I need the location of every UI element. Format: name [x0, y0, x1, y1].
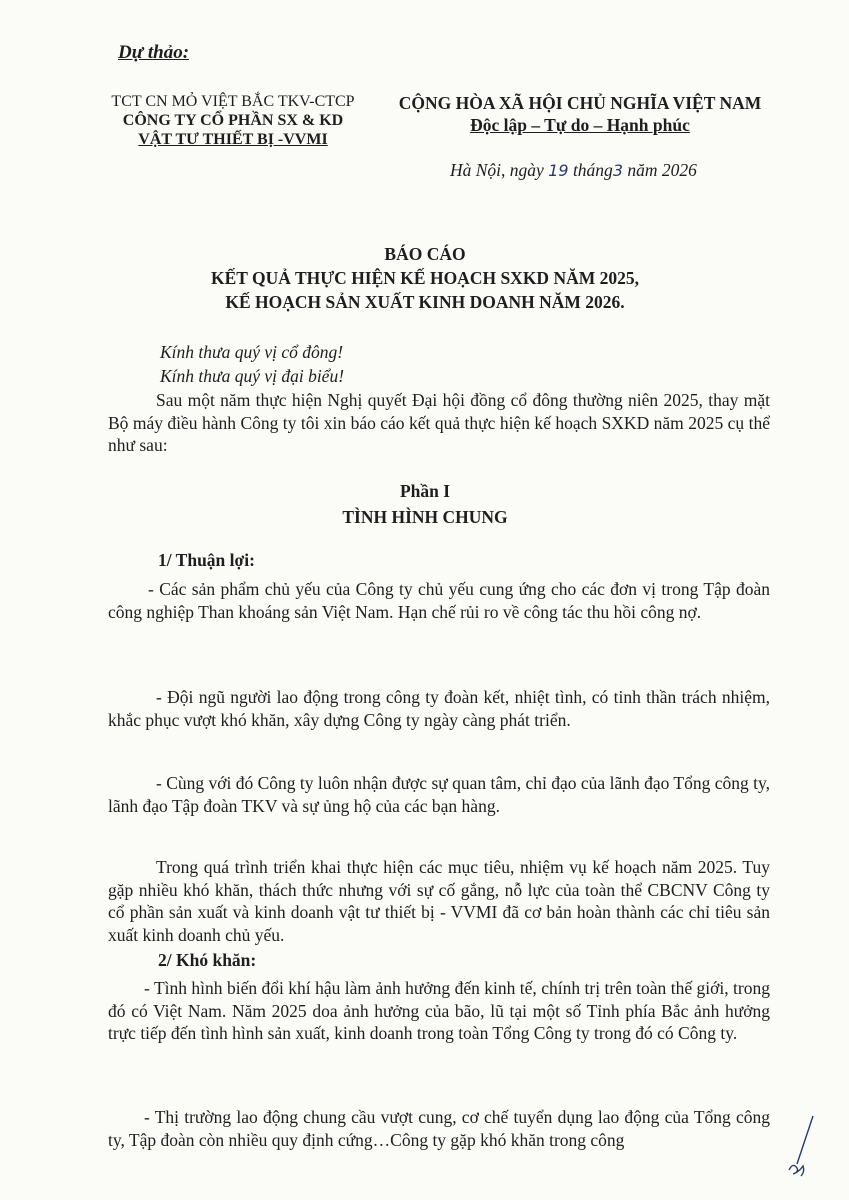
greeting [160, 340, 344, 388]
section1-heading: 1/ Thuận lợi: [158, 550, 255, 570]
section2-heading: 2/ Khó khăn: [158, 950, 257, 970]
section1-paragraph4: Trong quá trình triển khai thực hiện các mục tiêu, nhiệm vụ kế hoạch năm 2025. Tuy gặp nhiều khó khăn, thách thức nhưng với sự cố gắng, nỗ lực của toàn thể CBCNV Công ty cổ phần sản xuất và kinh doanh vật tư thiết bị - VVMI đã cơ bản hoàn thành các chỉ tiêu sản xuất kinh doanh chủ yếu. [108, 857, 770, 945]
section1-paragraph1: - Các sản phẩm chủ yếu của Công ty chủ yếu cung ứng cho các đơn vị trong Tập đoàn công nghiệp Than khoáng sản Việt Nam. Hạn chế rủi ro về công tác thu hồi công nợ. [108, 579, 770, 622]
company-name-line1: CÔNG TY CỔ PHẦN SX & KD [122, 112, 344, 129]
draft-label: Dự thảo: [118, 42, 190, 63]
title-line1: BÁO CÁO [384, 244, 466, 264]
section1-paragraph3: - Cùng với đó Công ty luôn nhận được sự quan tâm, chỉ đạo của lãnh đạo Tổng công ty, lãnh đạo Tập đoàn TKV và sự ủng hộ của các bạn hàng. [108, 773, 770, 816]
intro-paragraph: Sau một năm thực hiện Nghị quyết Đại hội đồng cổ đông thường niên 2025, thay mặt Bộ máy điều hành Công ty tôi xin báo cáo kết quả thực hiện kế hoạch SXKD năm 2025 cụ thể như sau: [108, 390, 770, 455]
title-line3: KẾ HOẠCH SẢN XUẤT KINH DOANH NĂM 2026. [225, 292, 625, 312]
section2-paragraph2: - Thị trường lao động chung cầu vượt cung, cơ chế tuyển dụng lao động của Tổng công ty, Tập đoàn còn nhiều quy định cứng…Công ty gặp khó khăn trong công [108, 1107, 770, 1150]
section1-paragraph2: - Đội ngũ người lao động trong công ty đoàn kết, nhiệt tình, có tinh thần trách nhiệm, khắc phục vượt khó khăn, xây dựng Công ty ngày càng phát triển. [108, 687, 770, 730]
title-line2: KẾT QUẢ THỰC HIỆN KẾ HOẠCH SXKD NĂM 2025, [211, 268, 639, 288]
report-title [130, 242, 720, 314]
document-date [450, 160, 697, 181]
part-heading [130, 478, 720, 530]
national-motto: Độc lập – Tự do – Hạnh phúc [470, 115, 690, 135]
part-name: TÌNH HÌNH CHUNG [342, 507, 508, 527]
initial-signature [785, 1112, 819, 1182]
part-number: Phần I [399, 481, 451, 501]
national-title: CỘNG HÒA XÃ HỘI CHỦ NGHĨA VIỆT NAM [398, 93, 762, 113]
section2-paragraph1: - Tình hình biến đổi khí hậu làm ảnh hưởng đến kinh tế, chính trị trên toàn thế giới, trong đó có Việt Nam. Năm 2025 doa ảnh hưởng của bão, lũ tại một số Tỉnh phía Bắc ảnh hưởng trực tiếp đến tình hình sản xuất, kinh doanh trong toàn Tổng Công ty trong đó có Công ty. [108, 978, 770, 1043]
national-header [390, 92, 770, 136]
parent-company-name: TCT CN MỎ VIỆT BẮC TKV-CTCP [111, 93, 355, 110]
greeting-line2: Kính thưa quý vị đại biểu! [160, 366, 345, 386]
greeting-line1: Kính thưa quý vị cổ đông! [160, 342, 344, 362]
date-month: 3 [612, 161, 623, 180]
date-day: 19 [548, 161, 569, 180]
date-suffix: năm 2026 [627, 160, 697, 180]
date-prefix: Hà Nội, ngày [450, 160, 544, 180]
company-name-line2: VẬT TƯ THIẾT BỊ -VVMI [138, 131, 328, 148]
date-mid: tháng [572, 160, 613, 180]
company-header [88, 92, 378, 149]
